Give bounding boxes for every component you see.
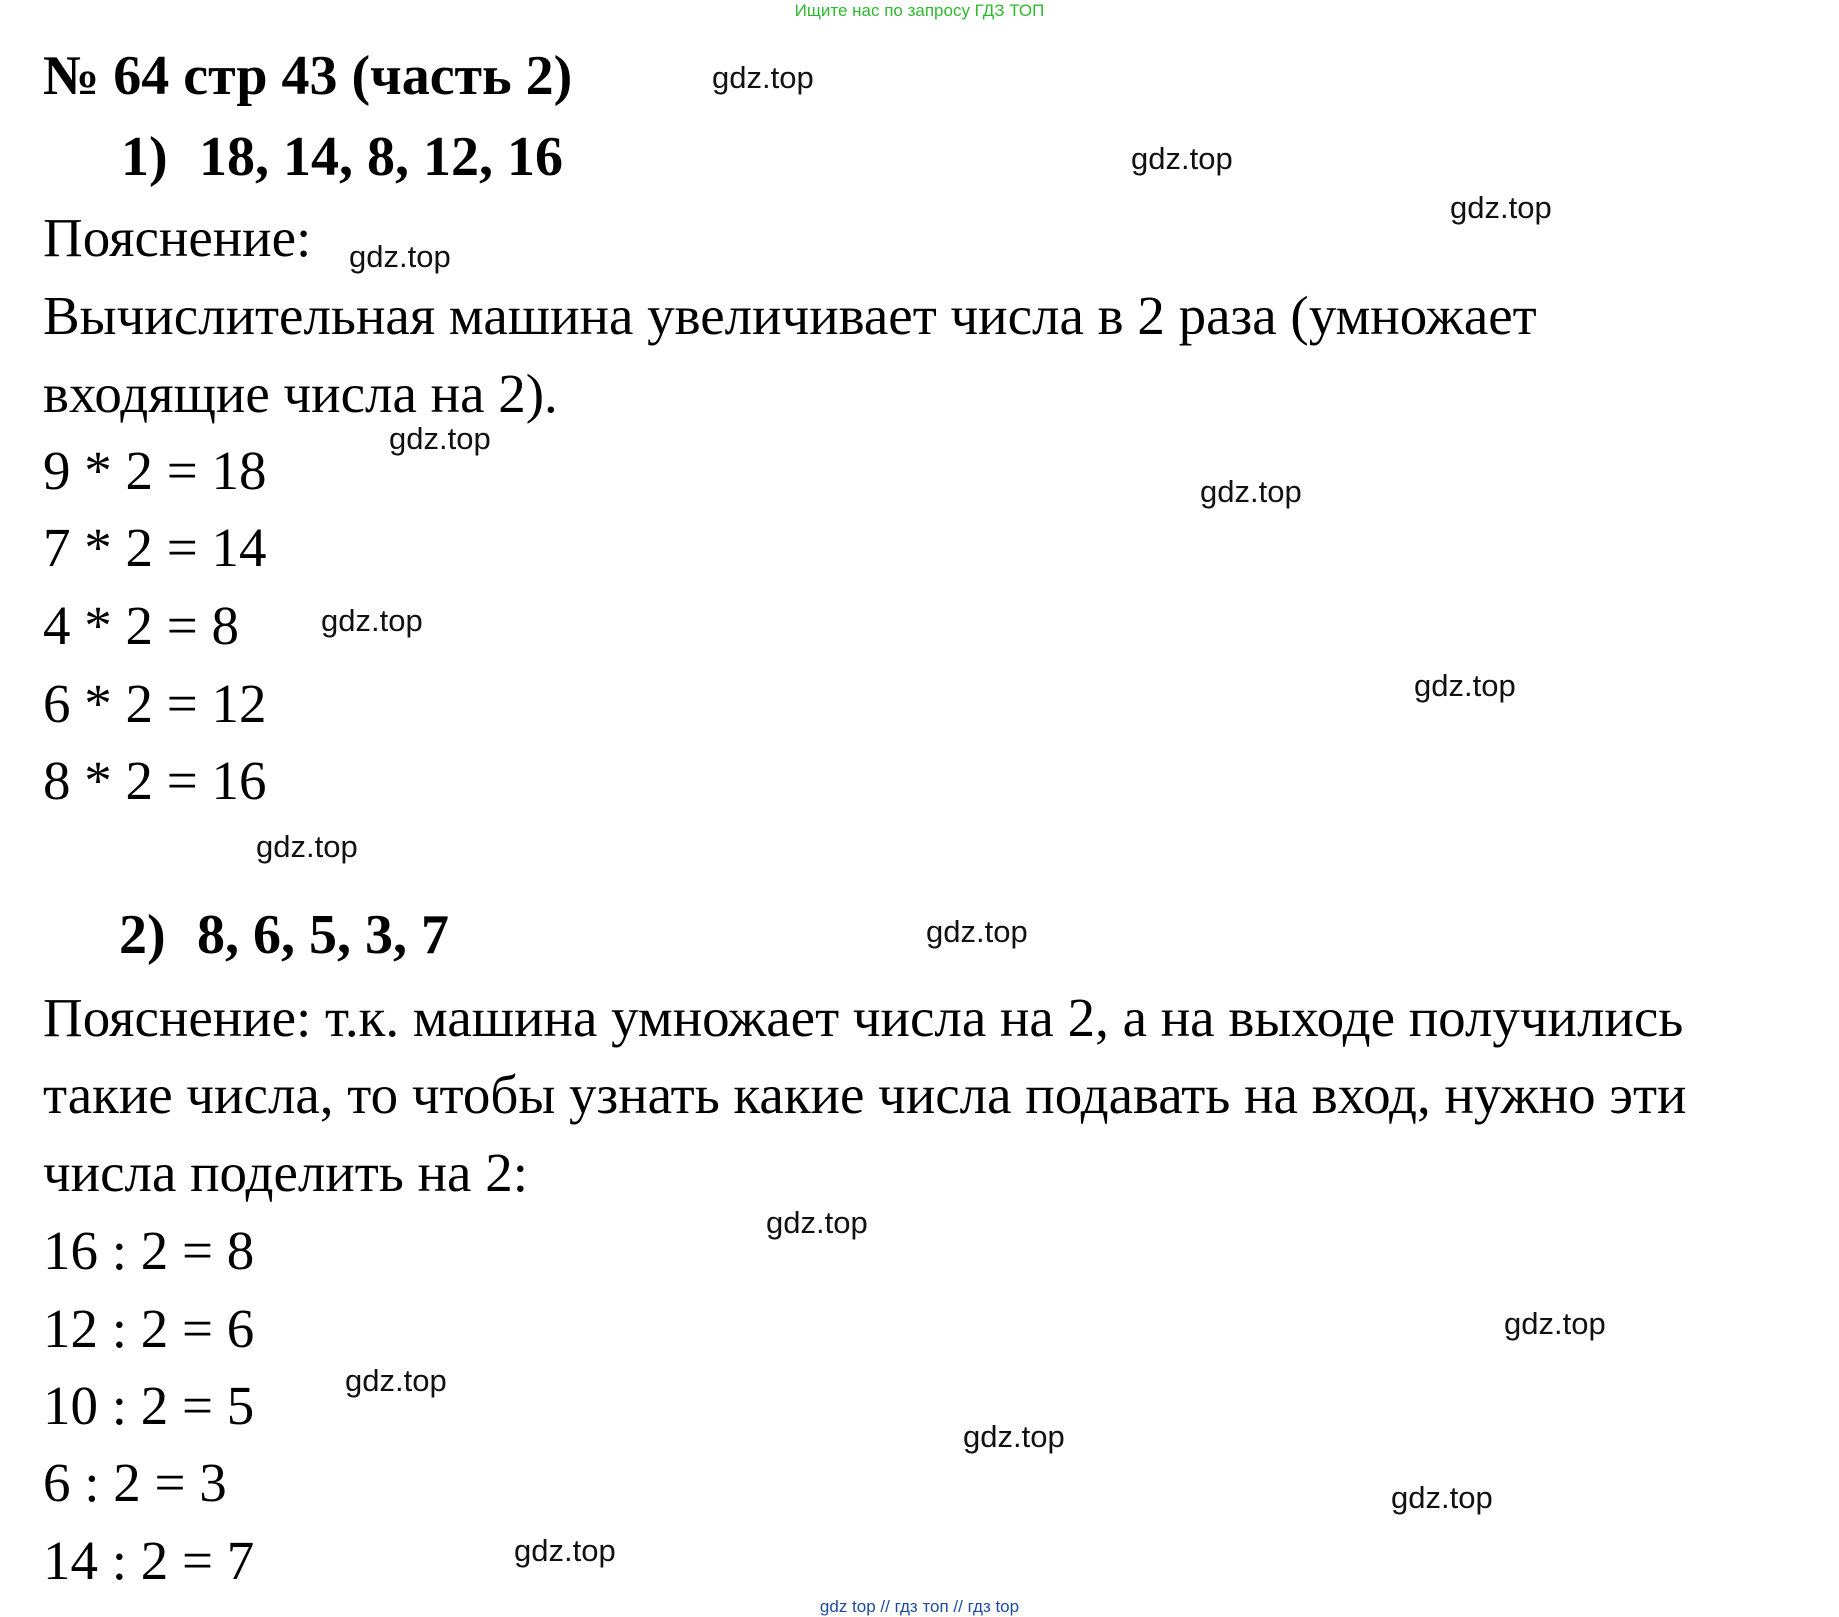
watermark: gdz.top	[349, 239, 451, 274]
part1-equation: 6 * 2 = 12	[43, 673, 267, 734]
footer-watermark: gdz top // гдз топ // гдз top	[819, 1597, 1020, 1616]
watermark: gdz.top	[1504, 1306, 1606, 1341]
part2-equation: 10 : 2 = 5	[43, 1375, 255, 1436]
watermark: gdz.top	[1391, 1480, 1493, 1515]
watermark: gdz.top	[712, 60, 814, 95]
part2-answer: 8, 6, 5, 3, 7	[197, 904, 449, 966]
part2-equation: 12 : 2 = 6	[43, 1298, 255, 1359]
part2-explanation-line: числа поделить на 2:	[43, 1142, 528, 1203]
part2-equation: 16 : 2 = 8	[43, 1220, 255, 1281]
watermark: gdz.top	[1414, 668, 1516, 703]
part1-equation: 7 * 2 = 14	[43, 517, 267, 578]
part2-equation: 6 : 2 = 3	[43, 1452, 227, 1513]
watermark: gdz.top	[256, 829, 358, 864]
watermark: gdz.top	[321, 603, 423, 638]
part1-equation: 8 * 2 = 16	[43, 750, 267, 811]
watermark: gdz.top	[1200, 474, 1302, 509]
part1-equation: 4 * 2 = 8	[43, 595, 240, 656]
page-title: № 64 стр 43 (часть 2)	[43, 45, 573, 107]
watermark: gdz.top	[345, 1363, 447, 1398]
part1-answer: 18, 14, 8, 12, 16	[199, 126, 563, 188]
watermark: gdz.top	[389, 421, 491, 456]
watermark: gdz.top	[514, 1533, 616, 1568]
part1-explanation-line: входящие числа на 2).	[43, 363, 558, 424]
watermark: gdz.top	[963, 1419, 1065, 1454]
watermark: gdz.top	[1450, 190, 1552, 225]
part2-answer-line	[119, 903, 449, 967]
part1-equation: 9 * 2 = 18	[43, 440, 267, 501]
part2-label: 2)	[119, 904, 166, 966]
part1-explanation-heading: Пояснение:	[43, 207, 312, 268]
part1-answer-line	[121, 125, 563, 189]
part2-explanation-line: Пояснение: т.к. машина умножает числа на 2, а на выходе получились	[43, 987, 1684, 1048]
watermark: gdz.top	[1131, 141, 1233, 176]
watermark: gdz.top	[766, 1205, 868, 1240]
top-banner	[0, 0, 1839, 22]
part2-equation: 14 : 2 = 7	[43, 1530, 255, 1591]
banner-text: Ищите нас по запросу ГДЗ ТОП	[794, 1, 1045, 20]
watermark: gdz.top	[926, 914, 1028, 949]
part2-explanation-line: такие числа, то чтобы узнать какие числа подавать на вход, нужно эти	[43, 1064, 1687, 1125]
part1-label: 1)	[121, 126, 168, 188]
part1-explanation-line: Вычислительная машина увеличивает числа в 2 раза (умножает	[43, 285, 1537, 346]
